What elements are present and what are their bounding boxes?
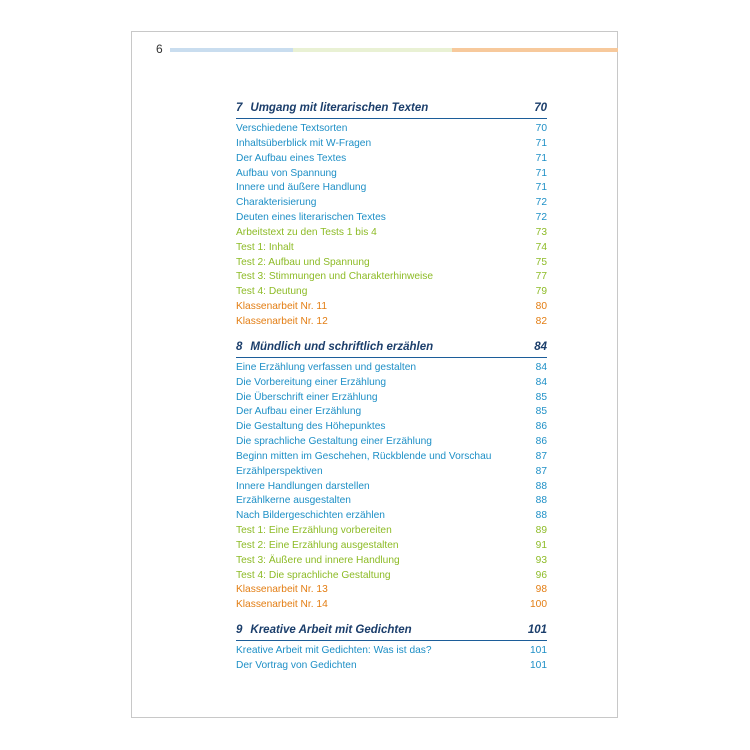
toc-entry-label: Deuten eines literarischen Textes: [236, 212, 386, 224]
toc-entry-page: 71: [535, 152, 547, 164]
chapter-page: 84: [534, 340, 547, 353]
toc-entry-label: Der Vortrag von Gedichten: [236, 660, 357, 671]
toc-entry-page: 74: [535, 241, 547, 253]
toc-entry[interactable]: [236, 509, 547, 524]
chapter-number: 8: [236, 340, 243, 353]
chapter-title: Umgang mit literarischen Texten: [250, 102, 429, 114]
toc-entry-label: Klassenarbeit Nr. 11: [236, 301, 327, 313]
chapter-heading-left: [236, 624, 412, 636]
toc-entry-page: 82: [535, 315, 547, 327]
toc-entry-page: 89: [535, 525, 547, 537]
toc-entry-page: 88: [535, 495, 547, 507]
toc-entry-page: 84: [535, 376, 547, 388]
toc-entry[interactable]: [236, 211, 547, 226]
toc-entry-label: Der Aufbau einer Erzählung: [236, 406, 362, 418]
toc-entry-label: Test 4: Deutung: [236, 286, 308, 298]
chapter-heading[interactable]: [236, 620, 547, 641]
toc-entry-page: 73: [535, 226, 547, 238]
toc-entry[interactable]: [236, 270, 547, 285]
toc-entry-page: 87: [535, 450, 547, 462]
toc-entry-page: 70: [535, 123, 547, 134]
page-number: 6: [156, 42, 163, 56]
toc-entry-label: Test 3: Äußere und innere Handlung: [236, 554, 400, 566]
toc-entry-label: Die Vorbereitung einer Erzählung: [236, 376, 387, 388]
toc-entry-label: Test 2: Aufbau und Spannung: [236, 256, 370, 268]
toc-entry-page: 71: [535, 182, 547, 194]
chapter-heading-left: [236, 341, 433, 353]
toc-entry-page: 85: [535, 391, 547, 403]
toc-entry-label: Charakterisierung: [236, 197, 317, 209]
toc-entry-page: 72: [535, 197, 547, 209]
toc-entry[interactable]: [236, 420, 547, 435]
toc-entry[interactable]: [236, 137, 547, 152]
toc-entry-label: Erzählkerne ausgestalten: [236, 495, 351, 507]
toc-entry[interactable]: [236, 315, 547, 330]
toc-entry[interactable]: [236, 539, 547, 554]
toc-entry[interactable]: [236, 659, 547, 674]
toc-entry-page: 91: [535, 539, 547, 551]
toc-entry[interactable]: [236, 554, 547, 569]
color-stripe-green: [293, 48, 452, 52]
chapter-section: [236, 620, 547, 674]
toc-entry-page: 88: [535, 510, 547, 522]
toc-entry-page: 71: [535, 137, 547, 149]
toc-entry[interactable]: [236, 480, 547, 495]
toc-entry[interactable]: [236, 494, 547, 509]
toc-entry-label: Test 3: Stimmungen und Charakterhinweise: [236, 271, 434, 283]
color-stripe-blue: [170, 48, 293, 52]
toc-entry-label: Der Aufbau eines Textes: [236, 152, 347, 164]
toc-entry[interactable]: [236, 583, 547, 598]
toc-entry[interactable]: [236, 465, 547, 480]
toc-entry-label: Klassenarbeit Nr. 12: [236, 315, 328, 327]
table-of-contents: [236, 98, 547, 681]
toc-entry[interactable]: [236, 361, 547, 376]
toc-entry[interactable]: [236, 300, 547, 315]
chapter-heading[interactable]: [236, 337, 547, 358]
chapter-heading-left: [236, 102, 428, 114]
toc-entry[interactable]: [236, 391, 547, 406]
toc-entry-label: Erzählperspektiven: [236, 465, 323, 477]
toc-entry-label: Arbeitstext zu den Tests 1 bis 4: [236, 226, 377, 238]
toc-entry-label: Beginn mitten im Geschehen, Rückblende und Vorschau: [236, 450, 492, 462]
chapter-number: 7: [236, 102, 243, 114]
toc-entry-page: 86: [535, 436, 547, 448]
toc-entry-label: Kreative Arbeit mit Gedichten: Was ist das?: [236, 645, 432, 657]
toc-entry-page: 101: [530, 660, 547, 671]
toc-entry-label: Klassenarbeit Nr. 13: [236, 584, 328, 596]
toc-entry-page: 80: [535, 301, 547, 313]
toc-entry-page: 75: [535, 256, 547, 268]
toc-entry[interactable]: [236, 598, 547, 613]
toc-entry-page: 101: [530, 645, 547, 657]
toc-entry[interactable]: [236, 405, 547, 420]
toc-entry-label: Test 1: Inhalt: [236, 241, 294, 253]
toc-entry-page: 96: [535, 569, 547, 581]
chapter-number: 9: [236, 624, 243, 637]
toc-entry[interactable]: [236, 226, 547, 241]
chapter-page: 70: [534, 102, 547, 114]
toc-entry[interactable]: [236, 256, 547, 271]
toc-entry-label: Eine Erzählung verfassen und gestalten: [236, 361, 417, 373]
chapter-heading[interactable]: [236, 98, 547, 119]
toc-entry-page: 85: [535, 406, 547, 418]
toc-entry[interactable]: [236, 241, 547, 256]
toc-entry-label: Inhaltsüberblick mit W-Fragen: [236, 137, 372, 149]
toc-entry[interactable]: [236, 122, 547, 137]
toc-entry[interactable]: [236, 450, 547, 465]
toc-entry-label: Verschiedene Textsorten: [236, 123, 348, 134]
toc-entry-page: 77: [535, 271, 547, 283]
toc-entry-page: 100: [530, 599, 547, 611]
toc-entry[interactable]: [236, 181, 547, 196]
chapter-title: Kreative Arbeit mit Gedichten: [250, 624, 412, 637]
chapter-section: [236, 98, 547, 330]
toc-entry-label: Test 4: Die sprachliche Gestaltung: [236, 569, 391, 581]
toc-entry[interactable]: [236, 569, 547, 584]
toc-entry-label: Klassenarbeit Nr. 14: [236, 599, 328, 611]
toc-entry[interactable]: [236, 524, 547, 539]
toc-entry[interactable]: [236, 644, 547, 659]
toc-entry-label: Die Überschrift einer Erzählung: [236, 391, 378, 403]
toc-entry-page: 86: [535, 421, 547, 433]
toc-entry-label: Innere Handlungen darstellen: [236, 480, 370, 492]
toc-entry[interactable]: [236, 285, 547, 300]
toc-entry-page: 87: [535, 465, 547, 477]
toc-entry[interactable]: [236, 196, 547, 211]
toc-entry-label: Test 1: Eine Erzählung vorbereiten: [236, 525, 392, 537]
chapter-section: [236, 337, 547, 613]
toc-entry-page: 98: [535, 584, 547, 596]
toc-entry-page: 88: [535, 480, 547, 492]
toc-entry-label: Innere und äußere Handlung: [236, 182, 367, 194]
toc-entry-page: 79: [535, 286, 547, 298]
color-stripe-orange: [452, 48, 618, 52]
toc-entry-page: 93: [535, 554, 547, 566]
toc-entry-label: Die sprachliche Gestaltung einer Erzählung: [236, 436, 432, 448]
toc-entry[interactable]: [236, 435, 547, 450]
toc-entry-page: 84: [535, 361, 547, 373]
toc-entry[interactable]: [236, 167, 547, 182]
toc-entry-label: Test 2: Eine Erzählung ausgestalten: [236, 539, 399, 551]
toc-entry-page: 72: [535, 212, 547, 224]
toc-entry-label: Aufbau von Spannung: [236, 167, 337, 179]
toc-entry[interactable]: [236, 152, 547, 167]
chapter-page: 101: [527, 624, 547, 637]
toc-entry-page: 71: [535, 167, 547, 179]
chapter-title: Mündlich und schriftlich erzählen: [250, 340, 434, 353]
toc-entry-label: Die Gestaltung des Höhepunktes: [236, 421, 386, 433]
toc-entry-label: Nach Bildergeschichten erzählen: [236, 510, 385, 522]
toc-entry[interactable]: [236, 376, 547, 391]
